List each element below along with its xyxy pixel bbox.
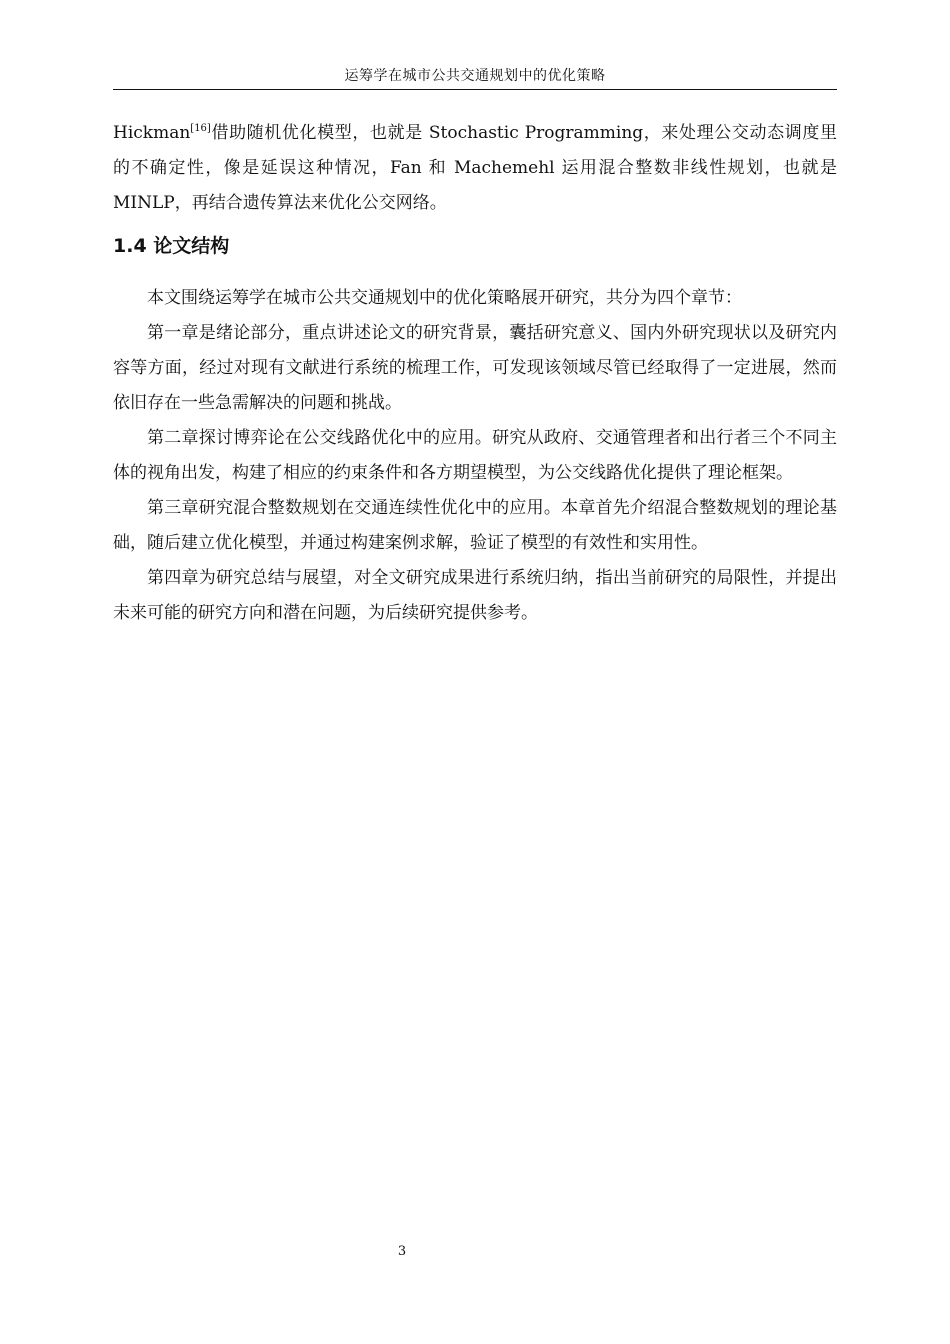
paragraph-overview: 本文围绕运筹学在城市公共交通规划中的优化策略展开研究，共分为四个章节：: [147, 288, 742, 308]
paragraph-chapter-2: 第二章探讨博弈论在公交线路优化中的应用。研究从政府、交通管理者和出行者三个不同主体的视角出发，构建了相应的约束条件和各方期望模型，为公交线路优化提供了理论框架。: [113, 428, 837, 483]
paragraph-chapter-3: 第三章研究混合整数规划在交通连续性优化中的应用。本章首先介绍混合整数规划的理论基础，随后建立优化模型，并通过构建案例求解，验证了模型的有效性和实用性。: [113, 498, 837, 553]
body-text: [113, 116, 837, 631]
intro-paragraph-text: 借助随机优化模型，也就是 Stochastic Programming，来处理公交动态调度里的不确定性，像是延误这种情况，Fan 和 Machemehl 运用混合整数非线性规划，也就是 MINLP，再结合遗传算法来优化公交网络。: [113, 123, 837, 213]
intro-paragraph: [113, 116, 837, 221]
paragraph-chapter-1: 第一章是绪论部分，重点讲述论文的研究背景，囊括研究意义、国内外研究现状以及研究内容等方面，经过对现有文献进行系统的梳理工作，可发现该领域尽管已经取得了一定进展，然而依旧存在一些急需解决的问题和挑战。: [113, 323, 837, 413]
paragraph-chapter-4: 第四章为研究总结与展望，对全文研究成果进行系统归纳，指出当前研究的局限性，并提出未来可能的研究方向和潜在问题，为后续研究提供参考。: [113, 568, 837, 623]
page-number: 3: [397, 1244, 407, 1259]
author-name: Hickman: [113, 123, 191, 143]
citation-marker: [16]: [190, 123, 211, 134]
section-heading: 1.4 论文结构: [113, 235, 230, 257]
header-rule: [113, 89, 837, 90]
running-header: 运筹学在城市公共交通规划中的优化策略: [344, 68, 606, 84]
